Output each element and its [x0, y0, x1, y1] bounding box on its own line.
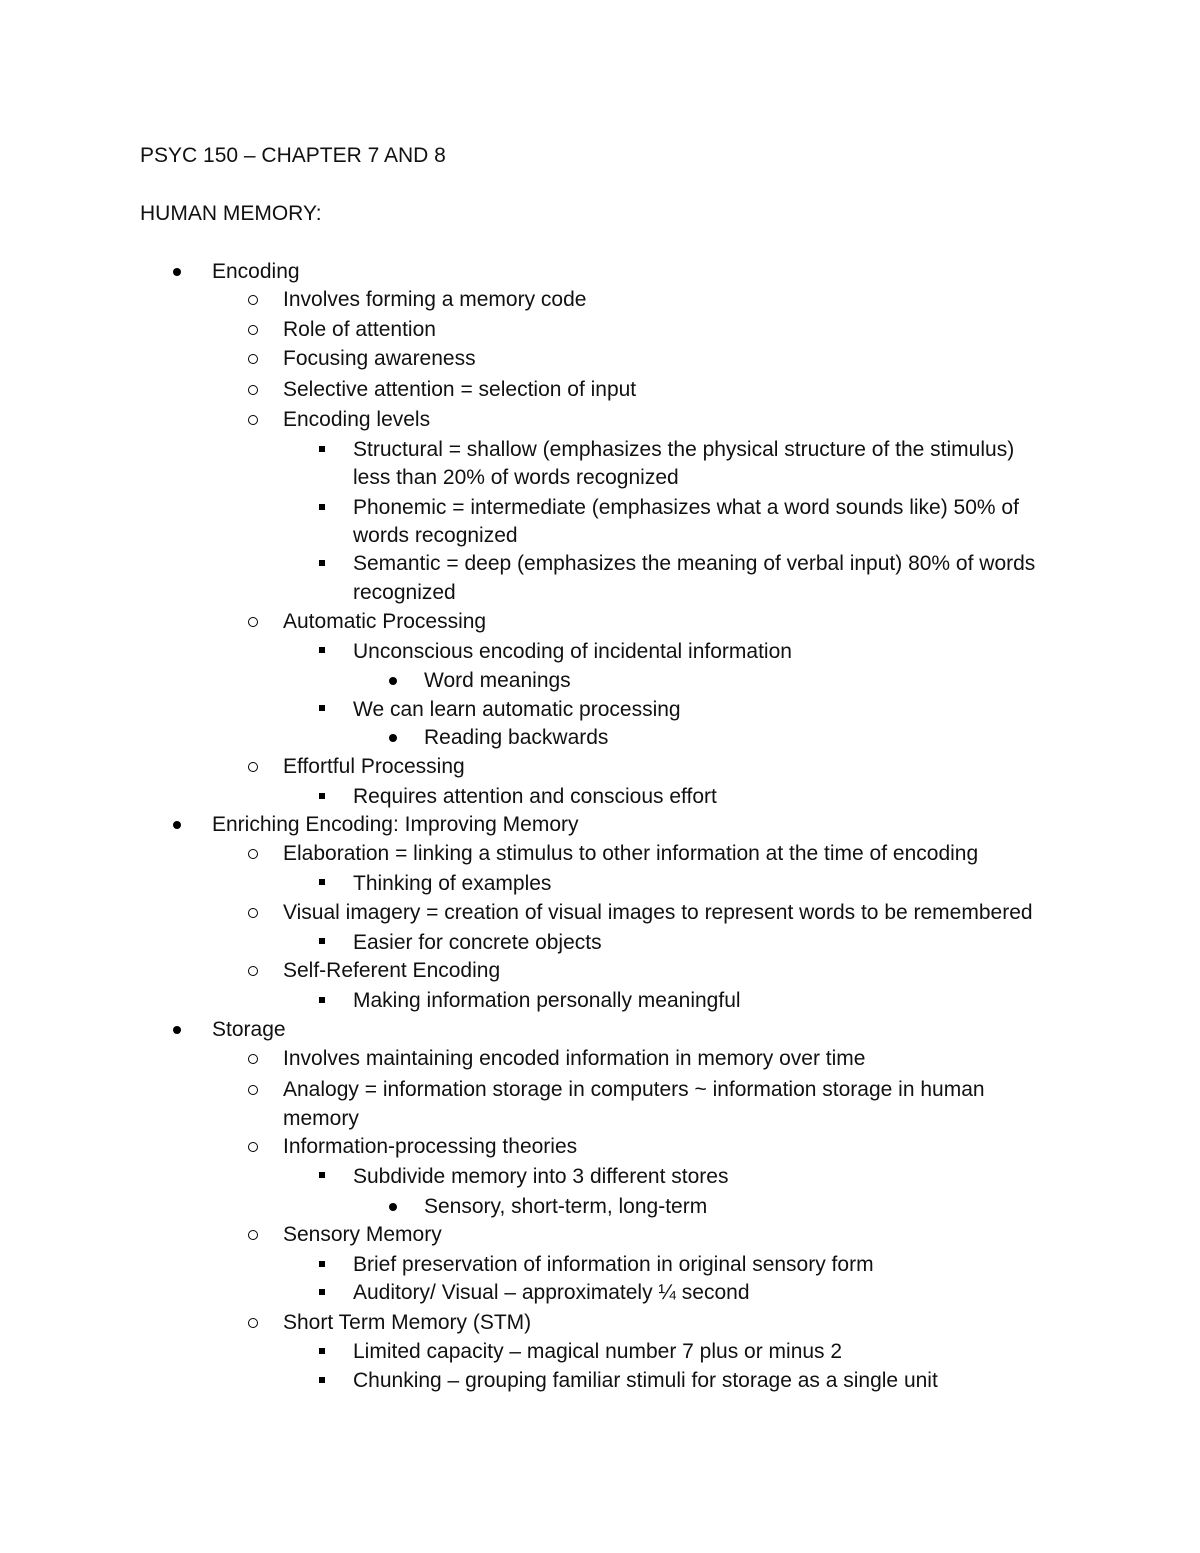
list-item-continuation: recognized — [353, 581, 456, 604]
list-item-continuation: words recognized — [353, 524, 518, 547]
bullet-disc-icon — [173, 821, 181, 829]
bullet-circle-icon — [248, 1085, 258, 1095]
bullet-circle-icon — [248, 325, 258, 335]
bullet-square-icon — [319, 647, 325, 653]
bullet-disc-icon — [389, 677, 397, 685]
bullet-circle-icon — [248, 1142, 258, 1152]
list-item: Analogy = information storage in computers ~ information storage in human — [283, 1078, 985, 1101]
bullet-square-icon — [319, 793, 325, 799]
list-item: Encoding — [212, 260, 300, 283]
list-item-continuation: memory — [283, 1107, 359, 1130]
list-item-continuation: less than 20% of words recognized — [353, 466, 679, 489]
bullet-square-icon — [319, 1289, 325, 1295]
list-item: Word meanings — [424, 669, 571, 692]
bullet-circle-icon — [248, 415, 258, 425]
bullet-square-icon — [319, 560, 325, 566]
list-item: Reading backwards — [424, 726, 609, 749]
list-item: Easier for concrete objects — [353, 931, 602, 954]
bullet-disc-icon — [389, 1203, 397, 1211]
list-item: Semantic = deep (emphasizes the meaning of verbal input) 80% of words — [353, 552, 1036, 575]
bullet-square-icon — [319, 1377, 325, 1383]
bullet-square-icon — [319, 997, 325, 1003]
list-item: Phonemic = intermediate (emphasizes what a word sounds like) 50% of — [353, 496, 1019, 519]
bullet-circle-icon — [248, 762, 258, 772]
bullet-circle-icon — [248, 295, 258, 305]
list-item: Chunking – grouping familiar stimuli for storage as a single unit — [353, 1369, 938, 1392]
list-item: Automatic Processing — [283, 610, 487, 633]
list-item: Unconscious encoding of incidental information — [353, 640, 792, 663]
bullet-circle-icon — [248, 1054, 258, 1064]
bullet-circle-icon — [248, 966, 258, 976]
list-item: Subdivide memory into 3 different stores — [353, 1165, 729, 1188]
bullet-square-icon — [319, 705, 325, 711]
list-item: Enriching Encoding: Improving Memory — [212, 813, 579, 836]
bullet-circle-icon — [248, 354, 258, 364]
bullet-circle-icon — [248, 849, 258, 859]
list-item: Making information personally meaningful — [353, 989, 741, 1012]
list-item: Sensory, short-term, long-term — [424, 1195, 708, 1218]
list-item: Self-Referent Encoding — [283, 959, 501, 982]
list-item: Involves forming a memory code — [283, 288, 587, 311]
list-item: Limited capacity – magical number 7 plus or minus 2 — [353, 1340, 843, 1363]
list-item: We can learn automatic processing — [353, 698, 681, 721]
bullet-disc-icon — [389, 734, 397, 742]
list-item: Elaboration = linking a stimulus to other information at the time of encoding — [283, 842, 979, 865]
list-item: Visual imagery = creation of visual images to represent words to be remembered — [283, 901, 1033, 924]
list-item: Thinking of examples — [353, 872, 552, 895]
list-item: Encoding levels — [283, 408, 431, 431]
list-item: Sensory Memory — [283, 1223, 442, 1246]
bullet-square-icon — [319, 938, 325, 944]
section-heading: HUMAN MEMORY: — [140, 202, 322, 225]
bullet-circle-icon — [248, 1230, 258, 1240]
list-item: Storage — [212, 1018, 286, 1041]
bullet-circle-icon — [248, 617, 258, 627]
bullet-circle-icon — [248, 385, 258, 395]
list-item: Role of attention — [283, 318, 436, 341]
list-item: Structural = shallow (emphasizes the physical structure of the stimulus) — [353, 438, 1015, 461]
list-item: Short Term Memory (STM) — [283, 1311, 532, 1334]
bullet-square-icon — [319, 504, 325, 510]
document-title: PSYC 150 – CHAPTER 7 AND 8 — [140, 144, 446, 167]
bullet-square-icon — [319, 446, 325, 452]
list-item: Requires attention and conscious effort — [353, 785, 717, 808]
list-item: Focusing awareness — [283, 347, 476, 370]
bullet-square-icon — [319, 1261, 325, 1267]
list-item: Involves maintaining encoded information in memory over time — [283, 1047, 866, 1070]
bullet-disc-icon — [173, 1026, 181, 1034]
list-item: Brief preservation of information in original sensory form — [353, 1253, 874, 1276]
list-item: Selective attention = selection of input — [283, 378, 637, 401]
bullet-square-icon — [319, 1348, 325, 1354]
list-item: Auditory/ Visual – approximately ¼ second — [353, 1281, 750, 1304]
bullet-circle-icon — [248, 908, 258, 918]
bullet-square-icon — [319, 879, 325, 885]
bullet-circle-icon — [248, 1318, 258, 1328]
list-item: Effortful Processing — [283, 755, 465, 778]
list-item: Information-processing theories — [283, 1135, 578, 1158]
bullet-disc-icon — [173, 268, 181, 276]
bullet-square-icon — [319, 1172, 325, 1178]
